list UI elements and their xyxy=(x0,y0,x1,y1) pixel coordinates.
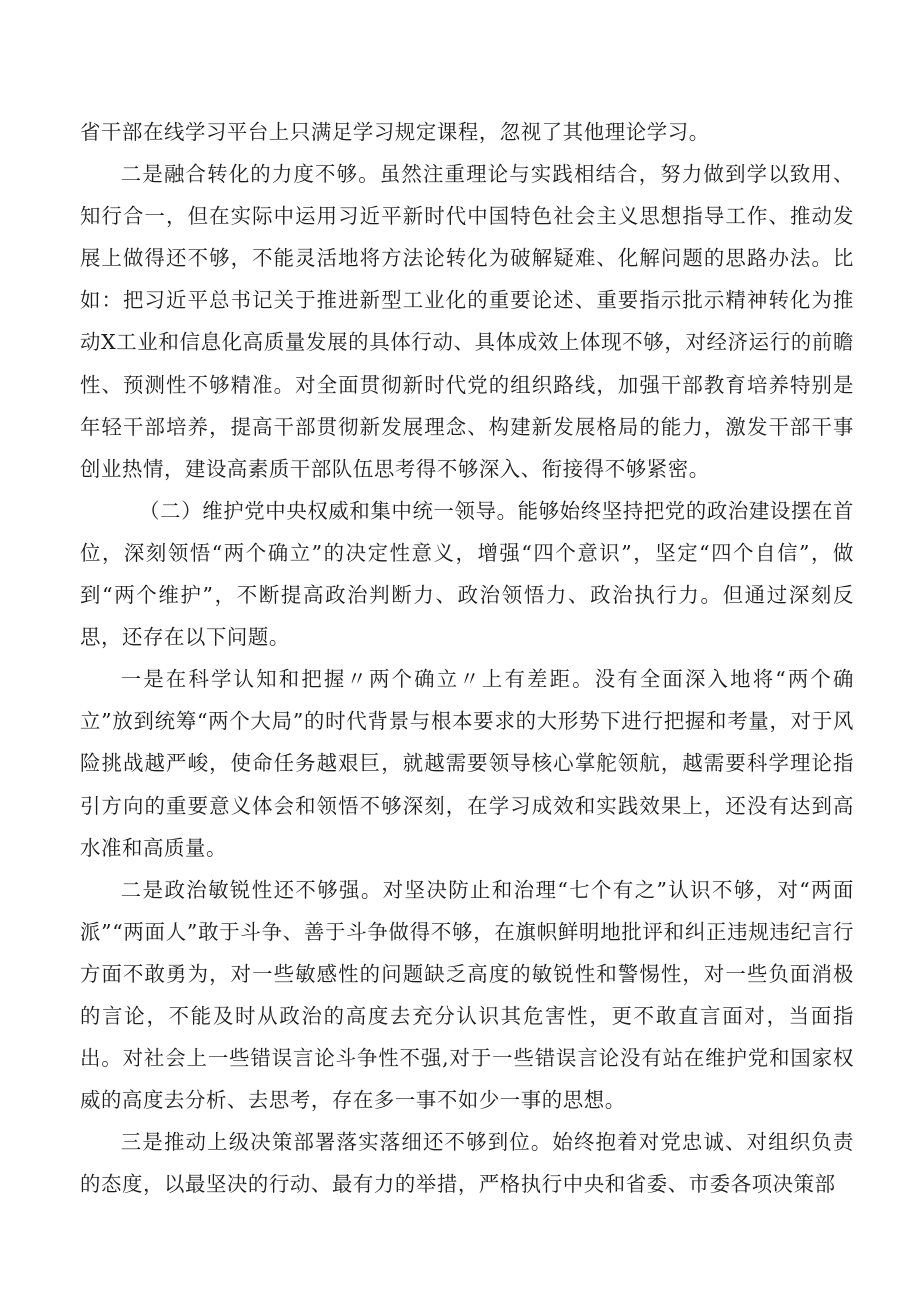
section-heading-paragraph: （二）维护党中央权威和集中统一领导。能够始终坚持把党的政治建设摆在首位，深刻领悟“两个确立”的决定性意义，增强“四个意识”，坚定“四个自信”，做到“两个维护”，不断提高政治判断力、政治领悟力、政治执行力。但通过深刻反思，还存在以下问题。 xyxy=(80,498,854,650)
document-body xyxy=(80,111,854,1205)
paragraph-continuation: 省干部在线学习平台上只满足学习规定课程，忽视了其他理论学习。 xyxy=(80,120,710,144)
paragraph-integration-transformation: 二是融合转化的力度不够。虽然注重理论与实践相结合，努力做到学以致用、知行合一，但在实际中运用习近平新时代中国特色社会主义思想指导工作、推动发展上做得还不够，不能灵活地将方法论转化为破解疑难、化解问题的思路办法。比如：把习近平总书记关于推进新型工业化的重要论述、重要指示批示精神转化为推动X工业和信息化高质量发展的具体行动、具体成效上体现不够，对经济运行的前瞻性、预测性不够精准。对全面贯彻新时代党的组织路线，加强干部教育培养特别是年轻干部培养，提高干部贯彻新发展理念、构建新发展格局的能力，激发干部干事创业热情，建设高素质干部队伍思考得不够深入、衔接得不够紧密。 xyxy=(80,162,854,481)
paragraph-implementation: 三是推动上级决策部署落实落细还不够到位。始终抱着对党忠诚、对组织负责的态度，以最坚决的行动、最有力的举措，严格执行中央和省委、市委各项决策部 xyxy=(80,1130,854,1197)
paragraph-political-sensitivity: 二是政治敏锐性还不够强。对坚决防止和治理“七个有之”认识不够，对“两面派”“两面人”敢于斗争、善于斗争做得不够，在旗帜鲜明地批评和纠正违规违纪言行方面不敢勇为，对一些敏感性的问题缺乏高度的敏锐性和警惕性，对一些负面消极的言论，不能及时从政治的高度去充分认识其危害性，更不敢直言面对，当面指出。对社会上一些错误言论斗争性不强,对于一些错误言论没有站在维护党和国家权威的高度去分析、去思考，存在多一事不如少一事的思想。 xyxy=(80,877,854,1113)
paragraph-two-establishments: 一是在科学认知和把握〃两个确立〃上有差距。没有全面深入地将“两个确立”放到统筹“两个大局”的时代背景与根本要求的大形势下进行把握和考量，对于风险挑战越严峻，使命任务越艰巨，就越需要领导核心掌舵领航，越需要科学理论指引方向的重要意义体会和领悟不够深刻，在学习成效和实践效果上，还没有达到高水准和高质量。 xyxy=(80,667,854,860)
